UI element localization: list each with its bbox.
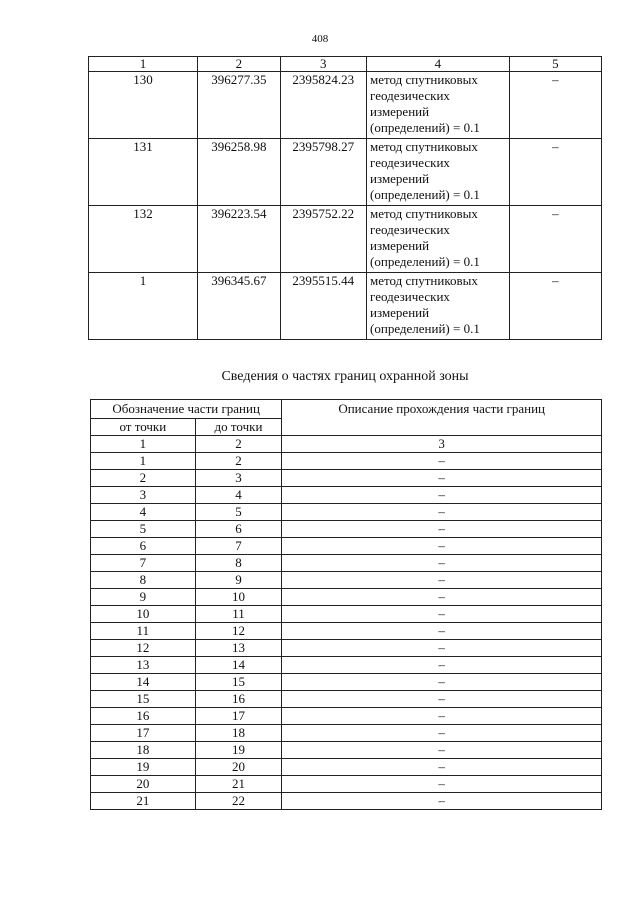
description-cell: – (282, 759, 602, 776)
from-point-cell: 20 (91, 776, 196, 793)
from-point-cell: 8 (91, 572, 196, 589)
header-cell: 3 (280, 57, 366, 72)
method-line: измерений (370, 171, 430, 186)
point-cell: 130 (89, 72, 198, 139)
table-row (91, 674, 602, 691)
to-point-cell: 5 (195, 504, 282, 521)
description-cell: – (282, 657, 602, 674)
description-cell: – (282, 453, 602, 470)
coordinates-table (88, 56, 602, 340)
method-line: (определений) = 0.1 (370, 254, 480, 269)
point-cell: 132 (89, 206, 198, 273)
method-line: метод спутниковых (370, 273, 478, 288)
method-cell (367, 206, 510, 273)
method-line: (определений) = 0.1 (370, 187, 480, 202)
method-line: измерений (370, 305, 430, 320)
table-row (91, 691, 602, 708)
description-cell: – (282, 555, 602, 572)
method-line: (определений) = 0.1 (370, 321, 480, 336)
method-line: геодезических (370, 155, 450, 170)
table-row (91, 504, 602, 521)
header-cell: 2 (198, 57, 280, 72)
page-number: 408 (311, 33, 329, 45)
method-cell (367, 72, 510, 139)
table-row (91, 487, 602, 504)
table-row (89, 139, 602, 206)
table-row (91, 793, 602, 810)
from-point-cell: 3 (91, 487, 196, 504)
x-coordinate-cell: 396223.54 (198, 206, 280, 273)
to-point-cell: 13 (195, 640, 282, 657)
x-coordinate-cell: 396258.98 (198, 139, 280, 206)
description-cell: – (282, 742, 602, 759)
parts-header-row (91, 400, 602, 419)
table-row (91, 470, 602, 487)
to-point-cell: 17 (195, 708, 282, 725)
from-point-cell: 7 (91, 555, 196, 572)
y-coordinate-cell: 2395824.23 (280, 72, 366, 139)
table-row (89, 72, 602, 139)
to-point-cell: 12 (195, 623, 282, 640)
from-point-cell: 17 (91, 725, 196, 742)
method-cell (367, 273, 510, 340)
y-coordinate-cell: 2395752.22 (280, 206, 366, 273)
description-cell: – (282, 674, 602, 691)
header-to-cell: до точки (195, 419, 282, 436)
from-point-cell: 10 (91, 606, 196, 623)
method-line: метод спутниковых (370, 139, 478, 154)
method-line: метод спутниковых (370, 72, 478, 87)
from-point-cell: 11 (91, 623, 196, 640)
to-point-cell: 3 (195, 470, 282, 487)
description-cell: – (282, 589, 602, 606)
header-cell: 5 (509, 57, 601, 72)
from-point-cell: 2 (91, 470, 196, 487)
from-point-cell: 9 (91, 589, 196, 606)
description-cell: – (282, 793, 602, 810)
to-point-cell: 18 (195, 725, 282, 742)
to-point-cell: 10 (195, 589, 282, 606)
table-row (91, 742, 602, 759)
table-row (91, 623, 602, 640)
method-line: метод спутниковых (370, 206, 478, 221)
from-point-cell: 19 (91, 759, 196, 776)
header-desc-cell: Описание прохождения части границ (282, 400, 602, 436)
method-line: измерений (370, 238, 430, 253)
method-line: геодезических (370, 289, 450, 304)
table-row (91, 606, 602, 623)
table-row (91, 572, 602, 589)
table-row (91, 725, 602, 742)
header-cell: 1 (89, 57, 198, 72)
to-point-cell: 19 (195, 742, 282, 759)
description-cell: – (282, 776, 602, 793)
description-cell: – (282, 708, 602, 725)
to-point-cell: 22 (195, 793, 282, 810)
description-cell: – (282, 572, 602, 589)
table-row (91, 776, 602, 793)
description-cell: – (282, 538, 602, 555)
from-point-cell: 15 (91, 691, 196, 708)
to-point-cell: 8 (195, 555, 282, 572)
coordinates-body (89, 72, 602, 340)
to-point-cell: 7 (195, 538, 282, 555)
table-row (91, 640, 602, 657)
to-point-cell: 14 (195, 657, 282, 674)
x-coordinate-cell: 396277.35 (198, 72, 280, 139)
from-point-cell: 14 (91, 674, 196, 691)
point-cell: 1 (89, 273, 198, 340)
from-point-cell: 21 (91, 793, 196, 810)
y-coordinate-cell: 2395798.27 (280, 139, 366, 206)
from-point-cell: 18 (91, 742, 196, 759)
table-row (91, 589, 602, 606)
method-cell (367, 139, 510, 206)
description-cell: – (282, 487, 602, 504)
table-row (89, 206, 602, 273)
from-point-cell: 6 (91, 538, 196, 555)
to-point-cell: 11 (195, 606, 282, 623)
description-cell: – (282, 470, 602, 487)
from-point-cell: 16 (91, 708, 196, 725)
description-cell: – (282, 606, 602, 623)
from-point-cell: 13 (91, 657, 196, 674)
from-point-cell: 12 (91, 640, 196, 657)
index-cell: 2 (195, 436, 282, 453)
table-row (89, 273, 602, 340)
description-cell: – (282, 504, 602, 521)
table-row (91, 555, 602, 572)
table-row (91, 657, 602, 674)
x-coordinate-cell: 396345.67 (198, 273, 280, 340)
description-cell: – (282, 640, 602, 657)
method-line: геодезических (370, 88, 450, 103)
to-point-cell: 9 (195, 572, 282, 589)
header-from-cell: от точки (91, 419, 196, 436)
parts-body (91, 453, 602, 810)
index-cell: 3 (282, 436, 602, 453)
coordinates-header-row (89, 57, 602, 72)
to-point-cell: 16 (195, 691, 282, 708)
note-cell: – (509, 139, 601, 206)
y-coordinate-cell: 2395515.44 (280, 273, 366, 340)
header-group-cell: Обозначение части границ (91, 400, 282, 419)
description-cell: – (282, 691, 602, 708)
note-cell: – (509, 206, 601, 273)
from-point-cell: 5 (91, 521, 196, 538)
description-cell: – (282, 623, 602, 640)
from-point-cell: 1 (91, 453, 196, 470)
description-cell: – (282, 521, 602, 538)
index-cell: 1 (91, 436, 196, 453)
to-point-cell: 15 (195, 674, 282, 691)
table-row (91, 521, 602, 538)
table-row (91, 453, 602, 470)
note-cell: – (509, 72, 601, 139)
to-point-cell: 4 (195, 487, 282, 504)
point-cell: 131 (89, 139, 198, 206)
table-row (91, 538, 602, 555)
method-line: геодезических (370, 222, 450, 237)
boundary-parts-table (90, 399, 602, 810)
to-point-cell: 6 (195, 521, 282, 538)
method-line: (определений) = 0.1 (370, 120, 480, 135)
to-point-cell: 20 (195, 759, 282, 776)
method-line: измерений (370, 104, 430, 119)
from-point-cell: 4 (91, 504, 196, 521)
to-point-cell: 2 (195, 453, 282, 470)
header-cell: 4 (367, 57, 510, 72)
table-row (91, 708, 602, 725)
note-cell: – (509, 273, 601, 340)
description-cell: – (282, 725, 602, 742)
to-point-cell: 21 (195, 776, 282, 793)
section-title: Сведения о частях границ охранной зоны (221, 369, 469, 384)
table-row (91, 759, 602, 776)
parts-index-row (91, 436, 602, 453)
